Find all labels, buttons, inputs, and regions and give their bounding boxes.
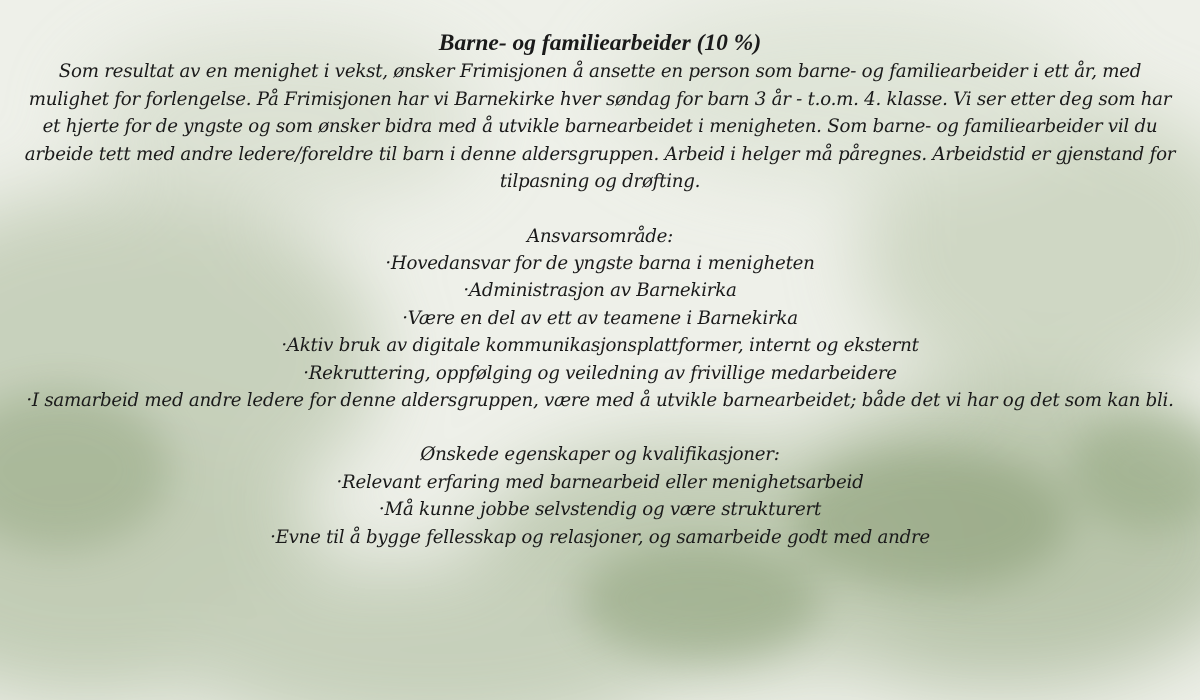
job-description: Som resultat av en menighet i vekst, ønsker Frimisjonen å ansette en person som barne- og familiearbeider i ett år, med mulighet for forlengelse. På Frimisjonen har vi Barnekirke hver søndag for barn 3 år - t.o.m. 4. klasse. Vi ser etter deg som har et hjerte for de yngste og som ønsker bidra med å utvikle barnearbeidet i menigheten. Som barne- og familiearbeider vil du arbeide tett med andre ledere/foreldre til barn i denne aldersgruppen. Arbeid i helger må påregnes. Arbeidstid er gjenstand for tilpasning og drøfting. [24,61,1176,192]
responsibilities-heading: Ansvarsområde: [526,225,674,247]
responsibility-item: ·Aktiv bruk av digitale kommunikasjonsplattformer, internt og eksternt [281,335,919,357]
qualification-item: ·Evne til å bygge fellesskap og relasjoner, og samarbeide godt med andre [270,526,930,548]
responsibility-item: ·Administrasjon av Barnekirka [463,280,737,302]
responsibilities-section [0,223,1200,415]
qualifications-heading: Ønskede egenskaper og kvalifikasjoner: [420,444,780,466]
responsibility-item: ·I samarbeid med andre ledere for denne aldersgruppen, være med å utvikle barnearbeidet; både det vi har og det som kan bli. [26,389,1174,411]
responsibility-item: ·Være en del av ett av teamene i Barnekirka [402,307,798,329]
responsibility-item: ·Hovedansvar for de yngste barna i menigheten [385,252,815,274]
job-posting [0,28,1200,551]
qualification-item: ·Må kunne jobbe selvstendig og være strukturert [378,499,822,521]
responsibility-item: ·Rekruttering, oppfølging og veiledning av frivillige medarbeidere [303,362,897,384]
qualification-item: ·Relevant erfaring med barnearbeid eller menighetsarbeid [336,471,864,493]
qualifications-section [0,441,1200,551]
job-title: Barne- og familiearbeider (10 %) [438,30,762,56]
